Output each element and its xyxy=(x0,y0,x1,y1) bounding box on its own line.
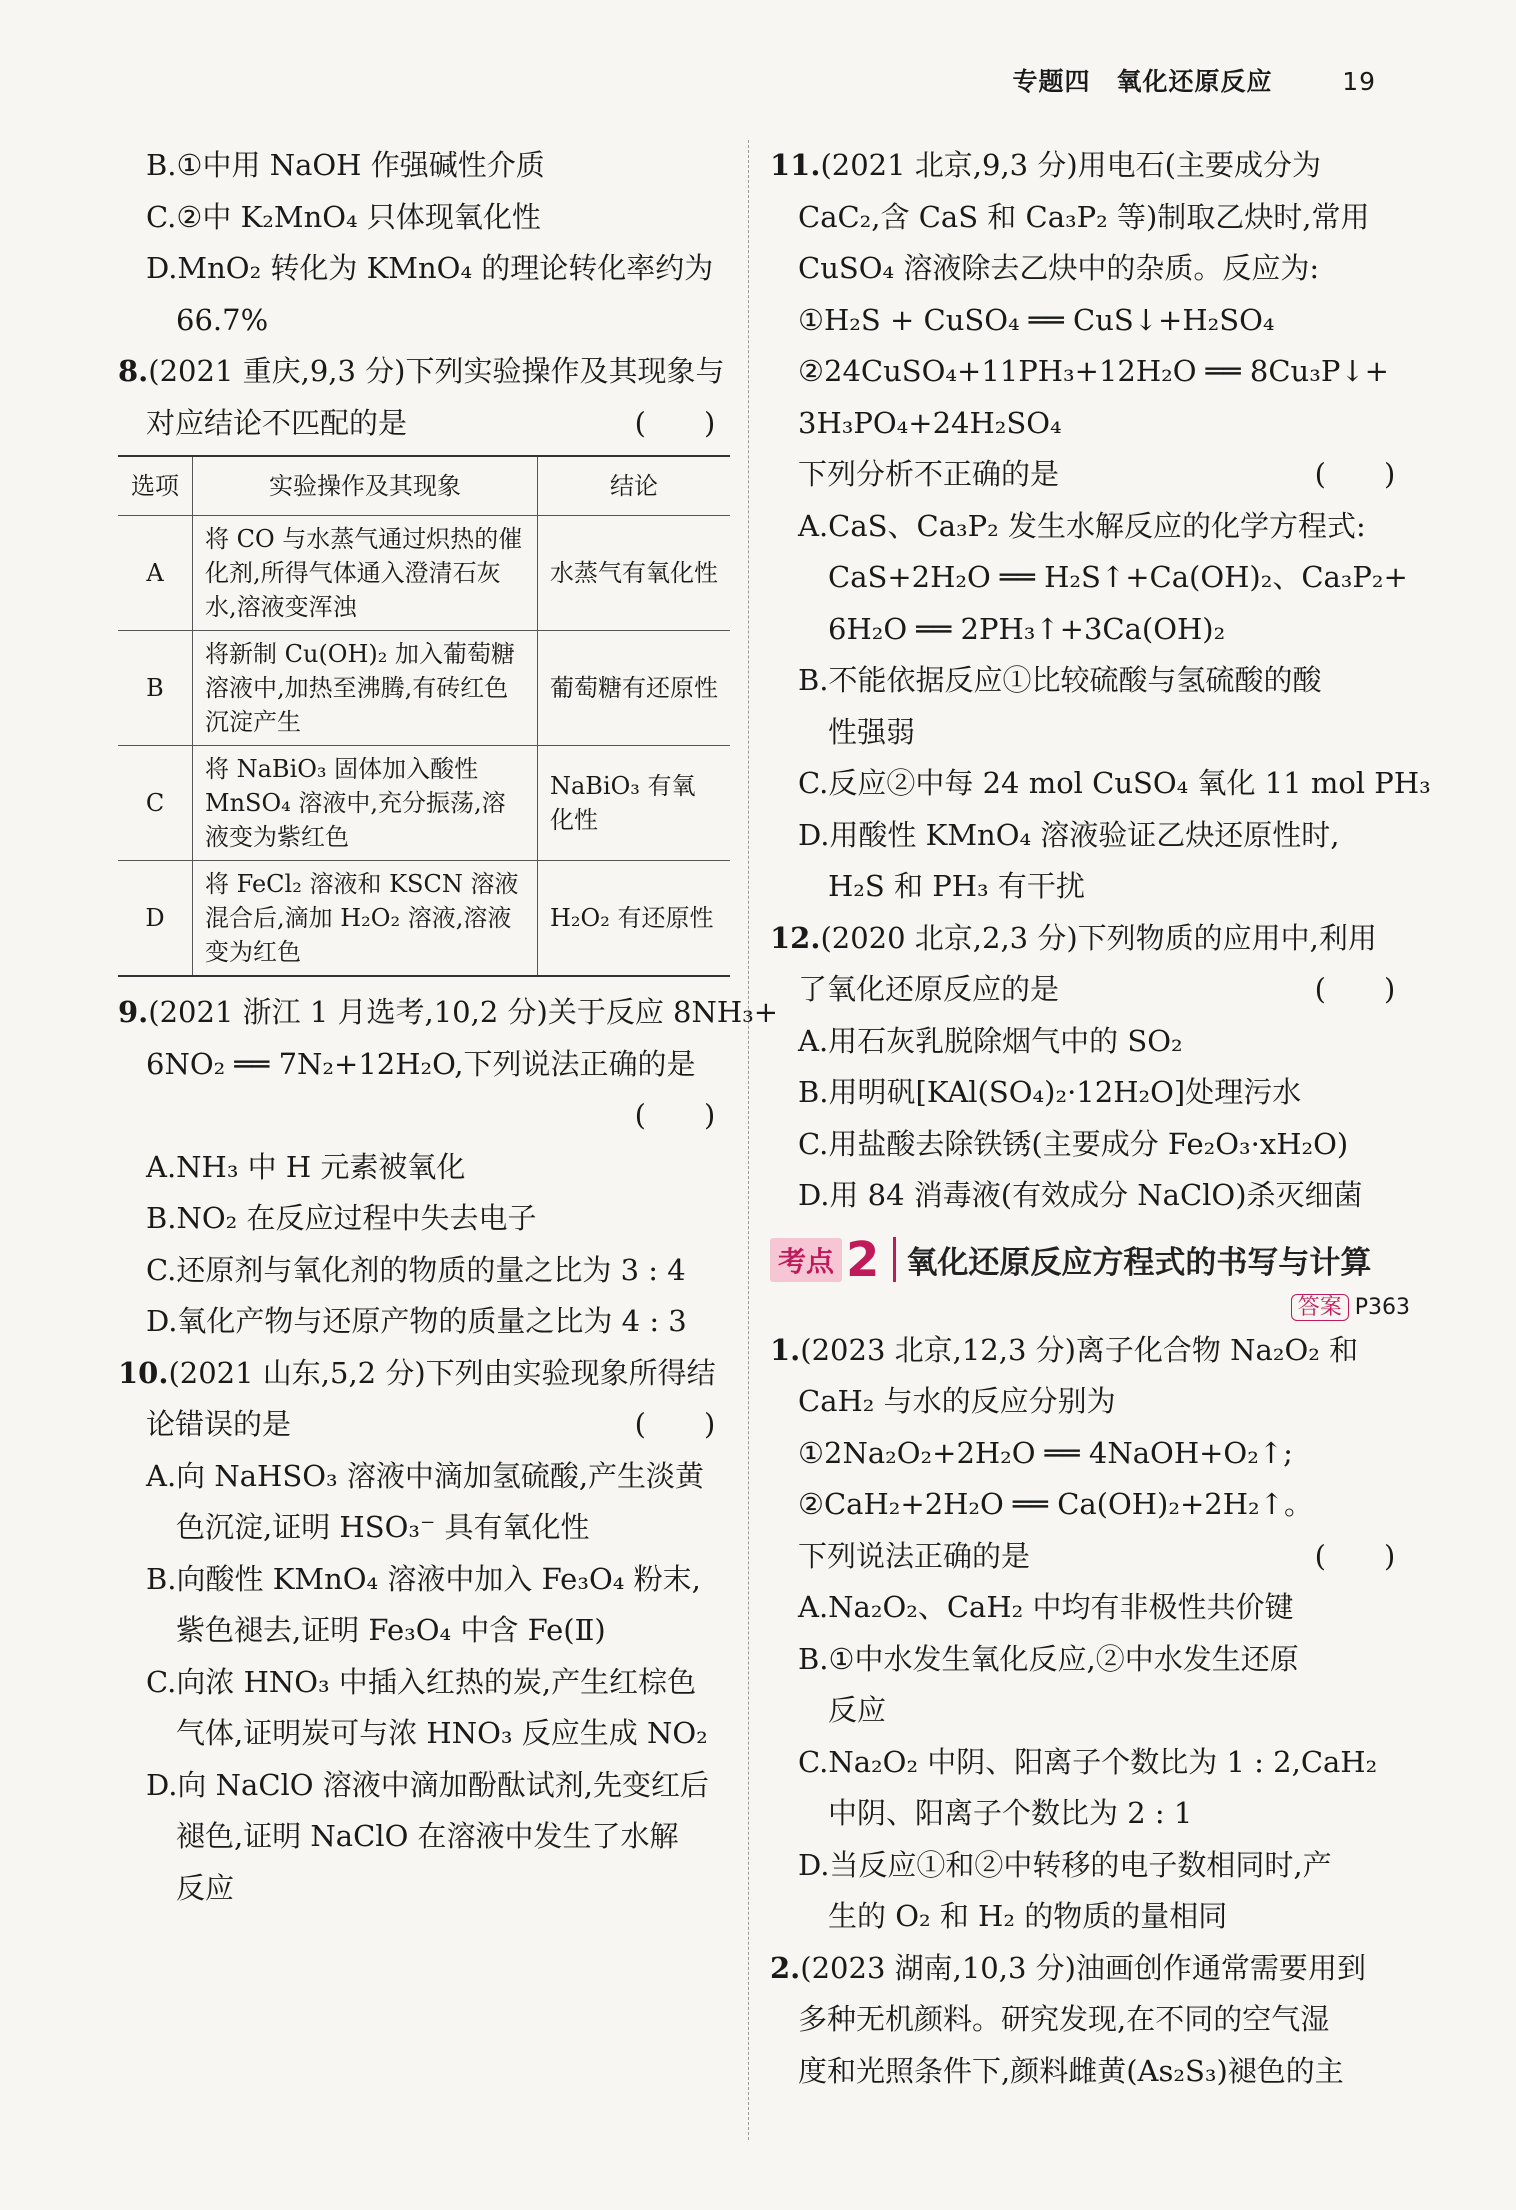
table-cell-option: C xyxy=(118,746,193,861)
section-badge: 考点 xyxy=(770,1238,842,1282)
q11-stem-3: CuSO₄ 溶液除去乙炔中的杂质。反应为: xyxy=(798,251,1320,285)
answer-bracket: ( ) xyxy=(634,405,716,440)
left-column xyxy=(118,140,779,1914)
s2q1-option-d: D.当反应①和②中转移的电子数相同时,产 xyxy=(798,1847,1332,1882)
s2q2-stem-1: 2.(2023 湖南,10,3 分)油画创作通常需要用到 xyxy=(770,1950,1366,1985)
q7-option-c: C.②中 K₂MnO₄ 只体现氧化性 xyxy=(146,199,541,234)
page-number: 19 xyxy=(1342,67,1376,96)
table-cell-operation: 将新制 Cu(OH)₂ 加入葡萄糖溶液中,加热至沸腾,有砖红色沉淀产生 xyxy=(193,631,538,746)
q9-stem-1: 9.(2021 浙江 1 月选考,10,2 分)关于反应 8NH₃+ xyxy=(118,995,779,1029)
section-heading xyxy=(770,1231,1410,1288)
table-cell-option: B xyxy=(118,631,193,746)
q11-stem-1: 11.(2021 北京,9,3 分)用电石(主要成分为 xyxy=(770,148,1321,182)
s2q1-option-b: B.①中水发生氧化反应,②中水发生还原 xyxy=(798,1641,1299,1676)
q9-option-d: D.氧化产物与还原产物的质量之比为 4 : 3 xyxy=(146,1304,687,1338)
answer-bracket: ( ) xyxy=(1314,1538,1396,1573)
q10-option-c: C.向浓 HNO₃ 中插入红热的炭,产生红棕色 xyxy=(146,1664,697,1699)
section-number: 2 xyxy=(846,1231,880,1288)
table-cell-operation: 将 CO 与水蒸气通过炽热的催化剂,所得气体通入澄清石灰水,溶液变浑浊 xyxy=(193,516,538,631)
table-cell-conclusion: H₂O₂ 有还原性 xyxy=(538,861,731,977)
table-cell-operation: 将 FeCl₂ 溶液和 KSCN 溶液混合后,滴加 H₂O₂ 溶液,溶液变为红色 xyxy=(193,861,538,977)
s2q1-question: 下列说法正确的是 ( ) xyxy=(770,1531,1410,1583)
s2q2-number: 2. xyxy=(770,1950,801,1985)
q11-option-b: B.不能依据反应①比较硫酸与氢硫酸的酸 xyxy=(798,663,1322,697)
page-header xyxy=(1012,62,1376,98)
section-title: 氧化还原反应方程式的书写与计算 xyxy=(893,1237,1371,1282)
q12-option-a: A.用石灰乳脱除烟气中的 SO₂ xyxy=(798,1023,1183,1058)
table-header-row xyxy=(118,456,730,516)
q11-option-b-cont: 性强弱 xyxy=(828,714,916,749)
table-row xyxy=(118,516,730,631)
answer-bracket: ( ) xyxy=(1314,972,1396,1006)
table-header: 实验操作及其现象 xyxy=(193,456,538,516)
q9-bracket-line xyxy=(118,1090,730,1142)
q8-stem-1: 8.(2021 重庆,9,3 分)下列实验操作及其现象与 xyxy=(118,354,725,388)
q10-option-b: B.向酸性 KMnO₄ 溶液中加入 Fe₃O₄ 粉末, xyxy=(146,1561,701,1596)
q9-stem-2: 6NO₂ ══ 7N₂+12H₂O,下列说法正确的是 xyxy=(146,1046,696,1081)
q12-option-c: C.用盐酸去除铁锈(主要成分 Fe₂O₃·xH₂O) xyxy=(798,1126,1349,1161)
q9-option-a: A.NH₃ 中 H 元素被氧化 xyxy=(146,1149,466,1184)
answer-bracket: ( ) xyxy=(634,1407,716,1441)
answer-tag: 答案 xyxy=(1291,1294,1349,1321)
q11-equation-2: ②24CuSO₄+11PH₃+12H₂O ══ 8Cu₃P↓+ xyxy=(798,354,1389,388)
q10-option-d-cont: 褪色,证明 NaClO 在溶液中发生了水解 xyxy=(176,1819,679,1853)
q11-option-c: C.反应②中每 24 mol CuSO₄ 氧化 11 mol PH₃ xyxy=(798,766,1431,800)
table-cell-conclusion: 葡萄糖有还原性 xyxy=(538,631,731,746)
table-row xyxy=(118,746,730,861)
q11-equation-2-cont: 3H₃PO₄+24H₂SO₄ xyxy=(798,405,1062,440)
answer-bracket: ( ) xyxy=(1314,457,1396,491)
answer-bracket: ( ) xyxy=(634,1098,716,1132)
column-divider xyxy=(748,140,749,2140)
s2q1-number: 1. xyxy=(770,1332,801,1367)
table-header: 结论 xyxy=(538,456,731,516)
s2q1-stem-1: 1.(2023 北京,12,3 分)离子化合物 Na₂O₂ 和 xyxy=(770,1332,1359,1367)
q10-option-b-cont: 紫色褪去,证明 Fe₃O₄ 中含 Fe(Ⅱ) xyxy=(176,1613,606,1647)
q12-stem-1: 12.(2020 北京,2,3 分)下列物质的应用中,利用 xyxy=(770,920,1377,955)
q10-option-d: D.向 NaClO 溶液中滴加酚酞试剂,先变红后 xyxy=(146,1767,709,1802)
q10-option-a-cont: 色沉淀,证明 HSO₃⁻ 具有氧化性 xyxy=(176,1510,590,1544)
table-cell-option: A xyxy=(118,516,193,631)
answer-page: P363 xyxy=(1354,1294,1410,1320)
answer-reference xyxy=(770,1290,1410,1321)
table-cell-conclusion: NaBiO₃ 有氧化性 xyxy=(538,746,731,861)
q11-option-d-cont: H₂S 和 PH₃ 有干扰 xyxy=(828,869,1085,903)
s2q1-option-d-cont: 生的 O₂ 和 H₂ 的物质的量相同 xyxy=(828,1899,1228,1933)
q8-stem-2: 对应结论不匹配的是 ( ) xyxy=(118,398,730,450)
q9-number: 9. xyxy=(118,995,149,1029)
right-column xyxy=(770,140,1431,2097)
s2q1-option-c: C.Na₂O₂ 中阴、阳离子个数比为 1 : 2,CaH₂ xyxy=(798,1744,1378,1779)
s2q2-stem-2: 多种无机颜料。研究发现,在不同的空气湿 xyxy=(798,2002,1330,2036)
q11-option-a: A.CaS、Ca₃P₂ 发生水解反应的化学方程式: xyxy=(798,508,1366,543)
q10-stem-1: 10.(2021 山东,5,2 分)下列由实验现象所得结 xyxy=(118,1355,716,1390)
s2q1-option-b-cont: 反应 xyxy=(828,1693,887,1727)
s2q1-option-c-cont: 中阴、阳离子个数比为 2 : 1 xyxy=(828,1796,1193,1830)
table-cell-option: D xyxy=(118,861,193,977)
q9-option-b: B.NO₂ 在反应过程中失去电子 xyxy=(146,1201,537,1235)
s2q2-stem-3: 度和光照条件下,颜料雌黄(As₂S₃)褪色的主 xyxy=(798,2053,1344,2088)
q12-number: 12. xyxy=(770,920,821,955)
s2q1-equation-2: ②CaH₂+2H₂O ══ Ca(OH)₂+2H₂↑。 xyxy=(798,1487,1313,1521)
q7-option-d-cont: 66.7% xyxy=(176,302,269,337)
q11-option-d: D.用酸性 KMnO₄ 溶液验证乙炔还原性时, xyxy=(798,817,1340,852)
q11-equation-1: ①H₂S + CuSO₄ ══ CuS↓+H₂SO₄ xyxy=(798,302,1275,337)
q7-option-d: D.MnO₂ 转化为 KMnO₄ 的理论转化率约为 xyxy=(146,251,714,285)
q10-option-a: A.向 NaHSO₃ 溶液中滴加氢硫酸,产生淡黄 xyxy=(146,1458,705,1493)
chapter-title: 专题四 氧化还原反应 xyxy=(1012,67,1273,96)
q12-option-b: B.用明矾[KAl(SO₄)₂·12H₂O]处理污水 xyxy=(798,1075,1302,1109)
table-header: 选项 xyxy=(118,456,193,516)
q12-option-d: D.用 84 消毒液(有效成分 NaClO)杀灭细菌 xyxy=(798,1178,1363,1212)
q9-option-c: C.还原剂与氧化剂的物质的量之比为 3 : 4 xyxy=(146,1252,686,1287)
q11-option-a-cont2: 6H₂O ══ 2PH₃↑+3Ca(OH)₂ xyxy=(828,611,1226,646)
table-row xyxy=(118,631,730,746)
q8-table xyxy=(118,455,730,977)
q11-option-a-cont: CaS+2H₂O ══ H₂S↑+Ca(OH)₂、Ca₃P₂+ xyxy=(828,560,1408,594)
s2q1-stem-2: CaH₂ 与水的反应分别为 xyxy=(798,1384,1116,1418)
q8-number: 8. xyxy=(118,354,149,388)
s2q1-equation-1: ①2Na₂O₂+2H₂O ══ 4NaOH+O₂↑; xyxy=(798,1435,1293,1470)
s2q1-option-a: A.Na₂O₂、CaH₂ 中均有非极性共价键 xyxy=(798,1590,1294,1624)
q10-option-d-cont2: 反应 xyxy=(176,1870,235,1905)
table-row xyxy=(118,861,730,977)
q7-option-b: B.①中用 NaOH 作强碱性介质 xyxy=(146,148,545,182)
q10-number: 10. xyxy=(118,1355,169,1390)
q11-stem-2: CaC₂,含 CaS 和 Ca₃P₂ 等)制取乙炔时,常用 xyxy=(798,199,1370,234)
q11-number: 11. xyxy=(770,148,821,182)
q11-question: 下列分析不正确的是 ( ) xyxy=(770,449,1410,501)
q10-option-c-cont: 气体,证明炭可与浓 HNO₃ 反应生成 NO₂ xyxy=(176,1716,708,1750)
q12-stem-2: 了氧化还原反应的是 ( ) xyxy=(770,964,1410,1016)
table-cell-operation: 将 NaBiO₃ 固体加入酸性 MnSO₄ 溶液中,充分振荡,溶液变为紫红色 xyxy=(193,746,538,861)
table-cell-conclusion: 水蒸气有氧化性 xyxy=(538,516,731,631)
q10-stem-2: 论错误的是 ( ) xyxy=(118,1399,730,1451)
